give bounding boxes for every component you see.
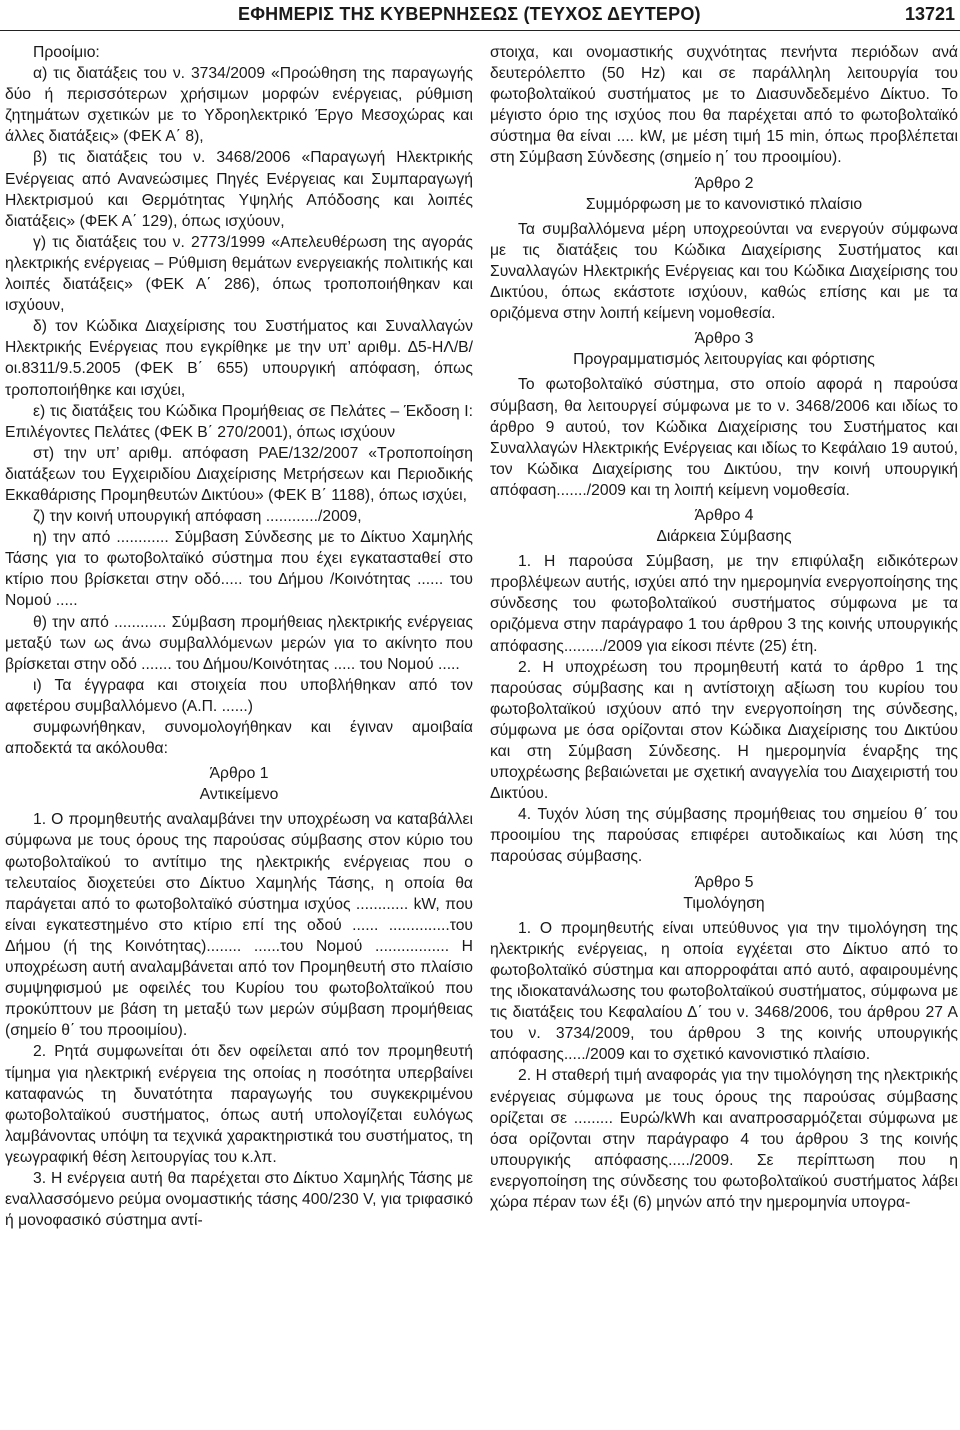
article-2-subtitle: Συμμόρφωση με το κανονιστικό πλαίσιο [585, 195, 863, 213]
preamble-item-h: η) την από ............ Σύμβαση Σύνδεσης με το Δίκτυο Χαμηλής Τάσης για το φωτοβολταϊκό σύστημα που έχει εγκατασταθεί στο κτίριο που βρίσκεται στην οδό..... του Δήμου /Κοινότητας ...... του Νομού ..... [5, 529, 473, 610]
gazette-title: ΕΦΗΜΕΡΙΣ ΤΗΣ ΚΥΒΕΡΝΗΣΕΩΣ (ΤΕΥΧΟΣ ΔΕΥΤΕΡΟ) [238, 4, 701, 24]
right-column [490, 42, 958, 1213]
article-1-subtitle: Αντικείμενο [199, 786, 279, 804]
article-1-paragraph-3: 3. Η ενέργεια αυτή θα παρέχεται στο Δίκτυο Χαμηλής Τάσης με εναλλασσόμενο ρεύμα ονομαστικής τάσης 400/230 V, για τριφασικό ή μονοφασικό σύστημα αντί- [5, 1169, 474, 1230]
header-divider [0, 30, 960, 31]
page-header [0, 0, 960, 36]
article-2-paragraph: Τα συμβαλλόμενα μέρη υποχρεούνται να ενεργούν σύμφωνα με τις διατάξεις του Κώδικα Διαχείρισης Συστήματος και Συναλλαγών Ηλεκτρικής Ενέργειας και του Κώδικα Διαχείρισης του Δικτύου, όπως εκάστοτε ισχύουν, καθώς επίσης και με τα οριζόμενα στην λοιπή κείμενη νομοθεσία. [490, 220, 958, 323]
article-3-subtitle: Προγραμματισμός λειτουργίας και φόρτισης [573, 351, 875, 369]
preamble-item-a: α) τις διατάξεις του ν. 3734/2009 «Προώθηση της παραγωγής δύο ή περισσότερων χρήσιμων μορφών ενέργειας, ρύθμιση ζητημάτων σχετικών με το Υδροηλεκτρικό Έργο Μεσοχώρας και άλλες διατάξεις» (ΦΕΚ Α΄ 8), [5, 65, 473, 146]
article-4-paragraph-4: 4. Τυχόν λύση της σύμβασης προμήθειας του σημείου θ΄ του προοιμίου της παρούσας επιφέρει αυτοδικαίως και λύση της παρούσας σύμβασης. [490, 806, 958, 866]
article-1-continuation: στοιχα, και ονομαστικής συχνότητας πενήντα περιόδων ανά δευτερόλεπτο (50 Hz) και σε παράλληλη λειτουργία του φωτοβολταϊκού συστήματος με το Διασυνδεδεμένο Δίκτυο. Το μέγιστο όριο της ισχύος που θα παρέχεται από το φωτοβολταϊκό σύστημα θα είναι .... kW, με μέση τιμή 15 min, όπως προβλέπεται στη Σύμβαση Σύνδεσης (σημείο η΄ του προοιμίου). [490, 44, 958, 167]
article-5-title: Άρθρο 5 [694, 873, 754, 891]
preamble-item-th: θ) την από ............ Σύμβαση προμήθειας ηλεκτρικής ενέργειας μεταξύ των ως άνω συμβαλλόμενων μερών για το ακίνητο που βρίσκεται στην οδό ....... του Δήμου/Κοινότητας ..... του Νομού ..... [5, 613, 473, 673]
preamble-item-b: β) τις διατάξεις του ν. 3468/2006 «Παραγωγή Ηλεκτρικής Ενέργειας από Ανανεώσιμες Πηγές Ενέργειας και Συμπαραγωγή Ηλεκτρισμού και Θερμότητας Υψηλής Απόδοσης και λοιπές διατάξεις» (ΦΕΚ Α΄ 129), όπως ισχύουν, [5, 149, 473, 230]
article-3-title: Άρθρο 3 [694, 330, 754, 348]
article-2-title: Άρθρο 2 [694, 174, 754, 192]
article-3-paragraph: Το φωτοβολταϊκό σύστημα, στο οποίο αφορά η παρούσα σύμβαση, θα λειτουργεί σύμφωνα με το ν. 3468/2006 και ιδίως το άρθρο 9 αυτού, τον Κώδικα Διαχείρισης του Συστήματος και Συναλλαγών Ηλεκτρικής Ενέργειας και ιδίως το Κεφάλαιο 19 αυτού, τον Κώδικα Διαχείρισης του Δικτύου, την κοινή υπουργική απόφαση......./2009 και τη λοιπή κείμενη νομοθεσία. [490, 376, 958, 499]
article-5-paragraph-1: 1. Ο προμηθευτής είναι υπεύθυνος για την τιμολόγηση της ηλεκτρικής ενέργειας, η οποία εγχέεται στο Δίκτυο από το φωτοβολταϊκό σύστημα και απορροφάται από αυτό, αφαιρουμένης της ιδιοκατανάλωσης του φωτοβολταϊκού συστήματος, σύμφωνα με τις διατάξεις του Κεφαλαίου Δ΄ του ν. 3468/2006, του άρθρου 27 Α του ν. 3734/2009, του άρθρου 3 της κοινής υπουργικής απόφασης...../2009 και το σχετικό κανονιστικό πλαίσιο. [490, 919, 958, 1064]
page-number: 13721 [904, 4, 955, 24]
preamble-item-c: γ) τις διατάξεις του ν. 2773/1999 «Απελευθέρωση της αγοράς ηλεκτρικής ενέργειας – Ρύθμιση θεμάτων ενεργειακής πολιτικής και λοιπές διατάξεις» (ΦΕΚ Α΄ 286), όπως τροποποιήθηκαν και ισχύουν, [5, 233, 473, 315]
article-5-subtitle: Τιμολόγηση [683, 894, 765, 912]
preamble-item-z: ζ) την κοινή υπουργική απόφαση ............/2009, [33, 508, 362, 526]
preamble-label: Προοίμιο: [33, 44, 100, 61]
article-4-title: Άρθρο 4 [694, 506, 754, 524]
preamble-item-i: ι) Τα έγγραφα και στοιχεία που υποβλήθηκαν από τον αφετέρου συμβαλλόμενο (Α.Π. ......) [5, 676, 473, 715]
article-5-paragraph-2: 2. Η σταθερή τιμή αναφοράς για την τιμολόγηση της ηλεκτρικής ενέργειας σύμφωνα με τους όρους της παρούσας σύμβασης ορίζεται σε ......... Ευρώ/kWh και αναπροσαρμόζεται σύμφωνα με όσα ορίζονται στην παράγραφο 4 του άρθρου 3 της κοινής υπουργικής απόφασης...../2009. Σε περίπτωση που η ενεργοποίηση της σύνδεσης του φωτοβολταϊκού συστήματος λάβει χώρα πέραν των έξι (6) μηνών από την ημερομηνία υπογρα- [490, 1067, 958, 1211]
agreement-statement: συμφωνήθηκαν, συνομολογήθηκαν και έγιναν αμοιβαία αποδεκτά τα ακόλουθα: [5, 719, 473, 758]
article-1-paragraph-2: 2. Ρητά συμφωνείται ότι δεν οφείλεται από τον προμηθευτή τίμημα για ηλεκτρική ενέργεια της οποίας η ποσότητα υπερβαίνει καταφανώς τη δυνατότητα παραγωγής του συγκεκριμένου φωτοβολταϊκού συστήματος, όπως αυτή υπολογίζεται ευλόγως λαμβάνοντας υπόψη τα τεχνικά χαρακτηριστικά του συστήματος, τη γεωγραφική θέση λειτουργίας του κ.λπ. [5, 1043, 473, 1166]
article-4-paragraph-2: 2. Η υποχρέωση του προμηθευτή κατά το άρθρο 1 της παρούσας σύμβασης και η αντίστοιχη αξίωση του κυρίου του φωτοβολταϊκού ισχύουν από την ενεργοποίηση της σύνδεσης, σύμφωνα με όσα ορίζονται στον Κώδικα Διαχείρισης του Δικτύου και στη Σύμβαση Σύνδεσης. Η ημερομηνία έναρξης της υποχρέωσης βεβαιώνεται με σχετική αναγγελία του Διαχειριστή του Δικτύου. [490, 658, 958, 803]
preamble-item-e: ε) τις διατάξεις του Κώδικα Προμήθειας σε Πελάτες – Έκδοση Ι: Επιλέγοντες Πελάτες (ΦΕΚ Β΄ 270/2001), όπως ισχύουν [5, 402, 473, 441]
article-1-paragraph-1: 1. Ο προμηθευτής αναλαμβάνει την υποχρέωση να καταβάλλει σύμφωνα με τους όρους της παρούσας σύμβασης στον κύριο του φωτοβολταϊκού το αντίτιμο της ηλεκτρικής ενέργειας που ο τελευταίος διοχετεύει στο Δίκτυο Χαμηλής Τάσης, η οποία θα παράγεται από το φωτοβολταϊκό σύστημα ισχύος ............ kW, που είναι εγκατεστημένο στο κτίριο επί της οδού ...... ..............του Δήμου (ή της Κοινότητας)........ ......του Νομού ................. Η υποχρέωση αυτή αναλαμβάνεται από τον Προμηθευτή στο πλαίσιο συμψηφισμού με οφειλές του Κυρίου του φωτοβολταϊκού που προκύπτουν με βάση τη μεταξύ των μερών σύμβαση προμήθειας (σημείο θ΄ του προοιμίου). [5, 811, 473, 1040]
preamble-item-st: στ) την υπ’ αριθμ. απόφαση ΡΑΕ/132/2007 «Τροποποίηση διατάξεων του Εγχειριδίου Διαχείρισης Μετρήσεων και Περιοδικής Εκκαθάρισης Προμηθευτών Δικτύου» (ΦΕΚ Β΄ 1188), όπως ισχύει, [5, 444, 473, 504]
article-1-title: Άρθρο 1 [209, 765, 269, 783]
left-column [5, 42, 473, 1231]
article-4-paragraph-1: 1. Η παρούσα Σύμβαση, με την επιφύλαξη ειδικότερων προβλέψεων αυτής, ισχύει από την ημερομηνία ενεργοποίησης της σύνδεσης του φωτοβολταϊκού συστήματος σύμφωνα με τα οριζόμενα στην παράγραφο 1 του άρθρου 3 της κοινής υπουργικής απόφασης........./2009 για είκοσι πέντε (25) έτη. [490, 553, 958, 655]
article-4-subtitle: Διάρκεια Σύμβασης [656, 528, 792, 546]
preamble-item-d: δ) τον Κώδικα Διαχείρισης του Συστήματος και Συναλλαγών Ηλεκτρικής Ενέργειας που εγκρίθηκε με την υπ’ αριθμ. Δ5-ΗΛ/Β/οι.8311/9.5.2005 (ΦΕΚ Β΄ 655) υπουργική απόφαση, όπως τροποποιήθηκε και ισχύει, [5, 318, 473, 399]
